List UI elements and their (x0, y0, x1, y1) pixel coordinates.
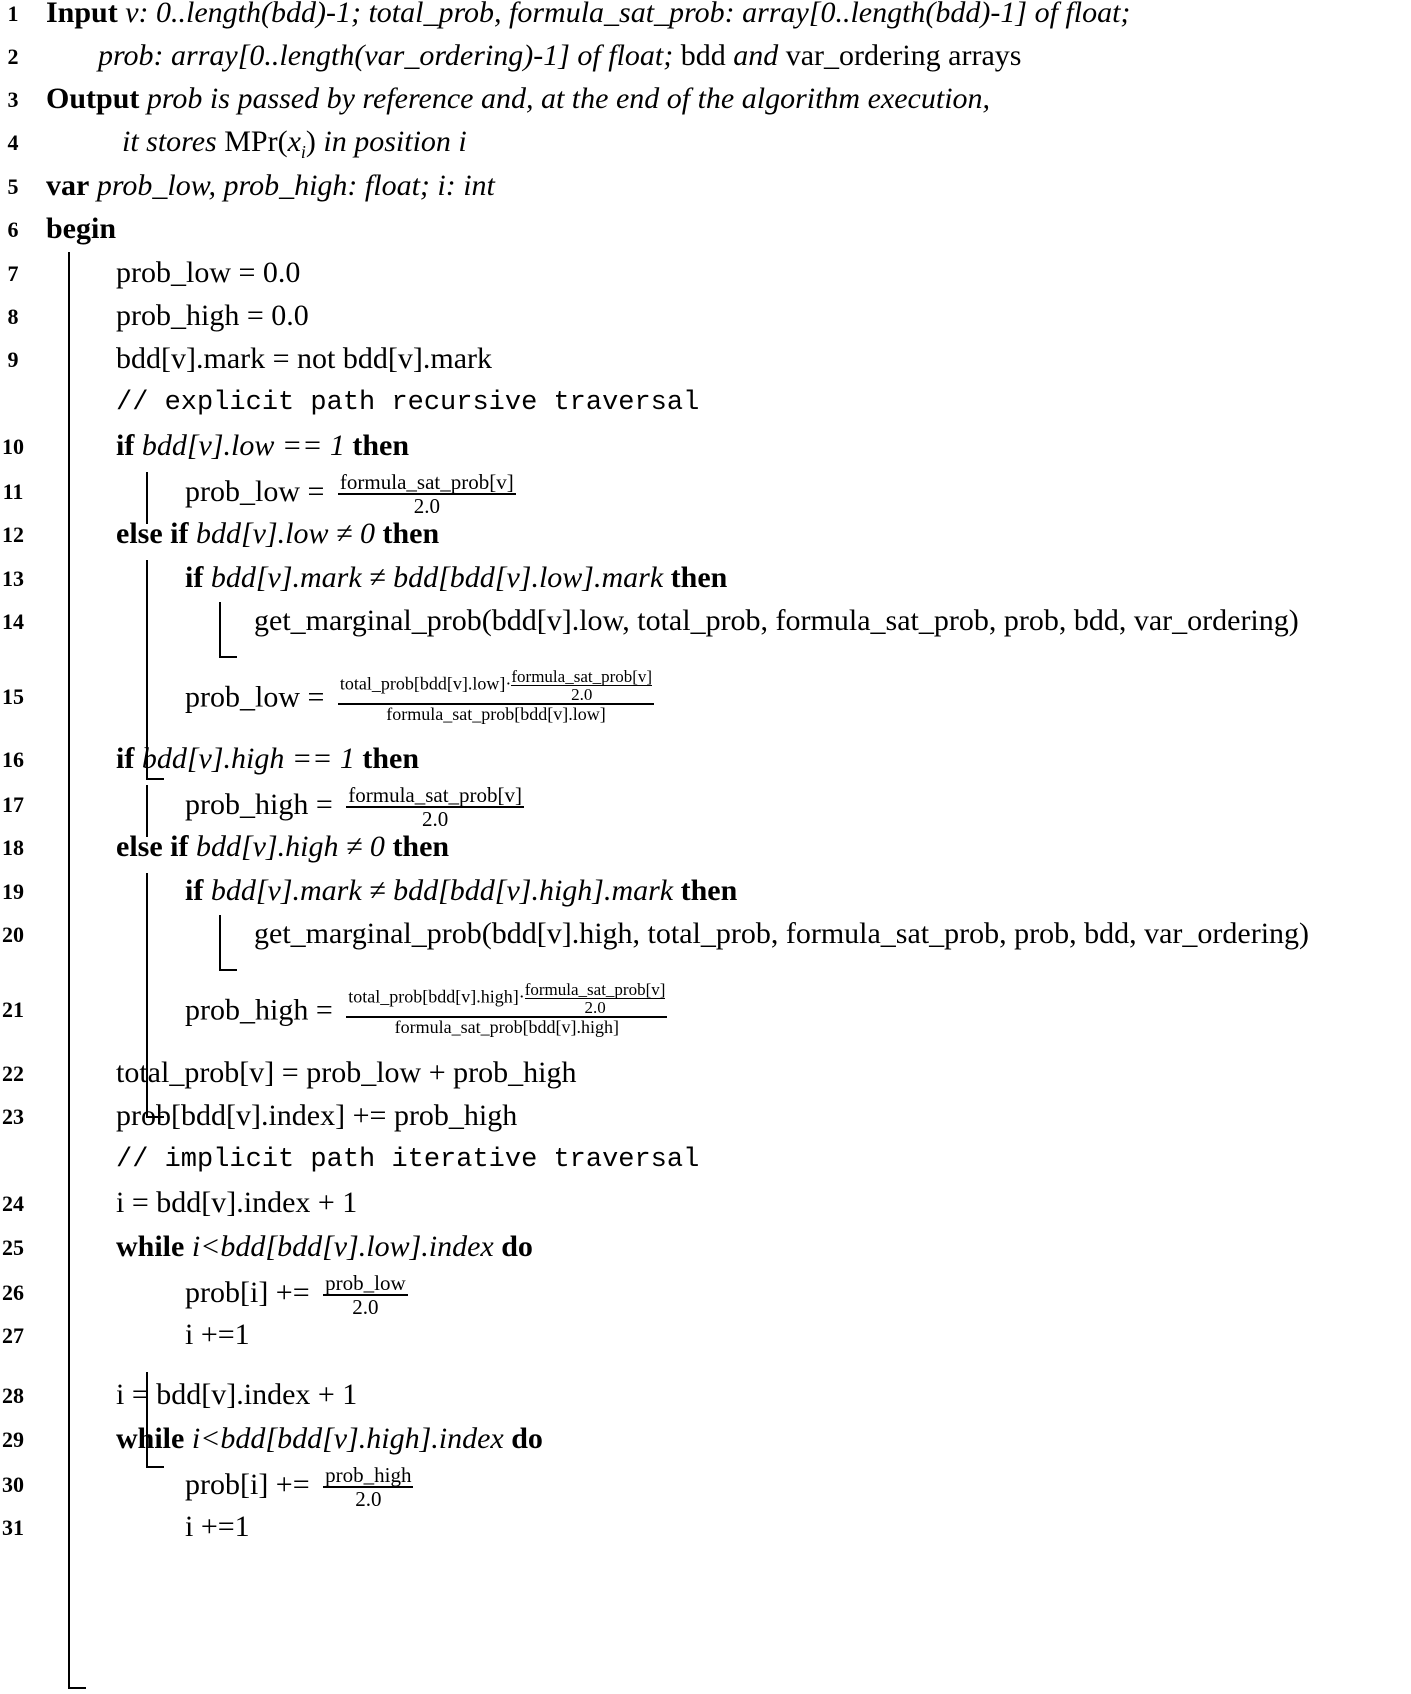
algo-line-17: 17 prob_high = $\frac{\text{formula\_sat\_prob[v]}}{2.0}$ (2, 783, 523, 831)
algo-line-1 (0, 0, 1411, 33)
fraction: $\frac{\text{formula\_sat\_prob[v]}}{2.0}$ (348, 783, 523, 831)
algo-line-7: 7 prob_low = 0.0 (7, 256, 301, 289)
line-number: 2 (7, 44, 19, 69)
algo-line-25: 25 while i<bdd[bdd[v].low].index do (2, 1230, 533, 1263)
algo-line-3 (0, 79, 1411, 119)
output-spec: prob is passed by reference and, at the end of the algorithm execution, (146, 82, 991, 115)
algo-line-28: 28 i = bdd[v].index + 1 (2, 1378, 358, 1411)
line-number: 6 (7, 217, 19, 242)
algo-line-12: 12 else if bdd[v].low ≠ 0 then (2, 517, 440, 550)
fraction: total_prob[bdd[v].low]· formula_sat_prob[v] 2.0 formula_sat_prob[bdd[v].low] (339, 667, 653, 724)
line-number: 5 (7, 174, 19, 199)
algo-line-11: 11 prob_low = $\frac{\text{formula\_sat\_prob[v]}}{2.0}$ (2, 470, 514, 518)
algo-line-20: 20 get_marginal_prob(bdd[v].high, total_prob, formula_sat_prob, prob, bdd, var_ordering) (2, 917, 1310, 950)
algo-line-5: 5 var prob_low, prob_high: float; i: int (0, 166, 1411, 206)
line-number: 4 (7, 130, 19, 155)
algo-line-27: 27 i +=1 (2, 1318, 250, 1351)
algo-line-15: 15 prob_low = total_prob[bdd[v].low]· formula_sat_prob[v] 2.0 formula_sat_prob[bdd[v].low] (2, 667, 653, 724)
fraction: total_prob[bdd[v].high]· formula_sat_prob[v] 2.0 formula_sat_prob[bdd[v].high] (348, 980, 666, 1037)
input-keyword: Input (46, 0, 118, 29)
algo-line-29: 29 while i<bdd[bdd[v].high].index do (2, 1422, 543, 1455)
line-number: 3 (7, 87, 19, 112)
fraction: $\frac{\text{formula\_sat\_prob[v]}}{2.0}$ (339, 470, 514, 518)
algo-line-22: 22 total_prob[v] = prob_low + prob_high (2, 1056, 577, 1089)
algo-line-2: 2 prob: array[0..length(var_ordering)-1] of float; bdd and var_ordering arrays (0, 36, 1411, 76)
algo-line-18: 18 else if bdd[v].high ≠ 0 then (2, 830, 450, 863)
algo-line-9: 9 bdd[v].mark = not bdd[v].mark (7, 342, 492, 375)
fraction: $\frac{\text{prob\_high}}{2.0}$ (325, 1463, 412, 1511)
line-number: 1 (7, 1, 19, 26)
algo-line-4: 4 it stores $MPr(x_i)$ in position i (0, 122, 1411, 162)
output-keyword: Output (46, 82, 140, 115)
input-spec: v: 0..length(bdd)-1; total_prob, formula_sat_prob: array[0..length(bdd)-1] of float; (125, 0, 1131, 29)
comment-explicit: // explicit path recursive traversal (116, 388, 700, 418)
algo-line-8: 8 prob_high = 0.0 (7, 299, 309, 332)
algo-line-6: 6 begin (0, 209, 1411, 249)
algo-line-19: 19 if bdd[v].mark ≠ bdd[bdd[v].high].mark then (2, 874, 738, 907)
algo-line-16: 16 if bdd[v].high == 1 then (2, 742, 420, 775)
algo-line-13: 13 if bdd[v].mark ≠ bdd[bdd[v].low].mark then (2, 561, 728, 594)
algo-line-24: 24 i = bdd[v].index + 1 (2, 1186, 358, 1219)
algo-line-14: 14 get_marginal_prob(bdd[v].low, total_prob, formula_sat_prob, prob, bdd, var_ordering) (2, 604, 1299, 637)
algo-line-21: 21 prob_high = total_prob[bdd[v].high]· formula_sat_prob[v] 2.0 formula_sat_prob[bdd[v].high] (2, 980, 666, 1037)
algo-line-31: 31 i +=1 (2, 1510, 250, 1543)
algo-line-23: 23 prob[bdd[v].index] += prob_high (2, 1099, 518, 1132)
algo-line-30: 30 prob[i] += $\frac{\text{prob\_high}}{2.0}$ (2, 1463, 412, 1511)
fraction: $\frac{\text{prob\_low}}{2.0}$ (325, 1271, 406, 1319)
algo-line-10: 10 if bdd[v].low == 1 then (2, 429, 410, 462)
algo-line-26: 26 prob[i] += $\frac{\text{prob\_low}}{2.0}$ (2, 1271, 406, 1319)
comment-implicit: // implicit path iterative traversal (116, 1145, 700, 1175)
